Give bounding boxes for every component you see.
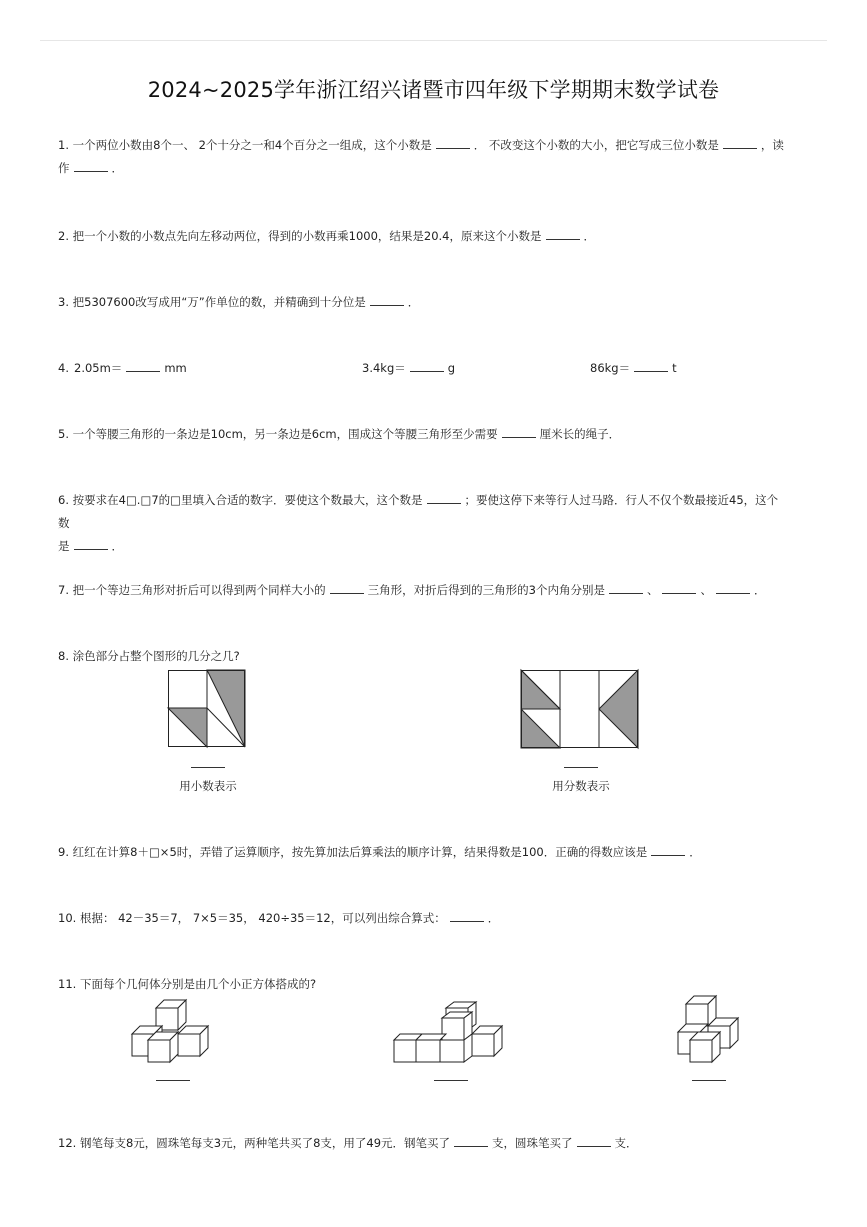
cube-figure-3 (674, 994, 746, 1066)
cube-figure-1 (130, 998, 214, 1066)
answer-blank[interactable] (191, 767, 225, 768)
question-4-number: 4. (58, 361, 69, 375)
question-9: 9. 红红在计算8＋□×5时，弄错了运算顺序，按先算加法后算乘法的顺序计算，结果得数是100．正确的得数应该是 ． (58, 845, 701, 859)
answer-blank[interactable] (502, 425, 536, 438)
header-divider (40, 40, 827, 41)
answer-blank[interactable] (74, 159, 108, 172)
question-1: 1. 一个两位小数由8个一、 2个十分之一和4个百分之一组成，这个小数是 ． 不改变这个小数的大小，把它写成三位小数是 ，读 作 ． (58, 138, 784, 175)
figure-8-left (168, 670, 246, 748)
question-6: 6. 按要求在4□.□7的□里填入合适的数字．要使这个数最大，这个数是 ；要使这停下来等行人过马路．行人不仅个数最接近45，这个数 是 ． (58, 493, 779, 553)
answer-blank[interactable] (577, 1134, 611, 1147)
answer-blank[interactable] (454, 1134, 488, 1147)
question-11: 11. 下面每个几何体分别是由几个小正方体搭成的? (58, 977, 317, 991)
answer-blank[interactable] (74, 537, 108, 550)
answer-blank[interactable] (651, 843, 685, 856)
question-7: 7. 把一个等边三角形对折后可以得到两个同样大小的 三角形，对折后得到的三角形的3个内角分别是 、 、 ． (58, 583, 766, 597)
question-4-part-1: 2.05m＝ mm (74, 361, 187, 375)
answer-blank[interactable] (410, 359, 444, 372)
question-12: 12. 钢笔每支8元，圆珠笔每支3元，两种笔共买了8支，用了49元．钢笔买了 支，圆珠笔买了 支． (58, 1136, 638, 1150)
answer-blank[interactable] (434, 1080, 468, 1081)
question-4-part-2: 3.4kg＝ g (362, 361, 456, 375)
question-3: 3. 把5307600改写成用“万”作单位的数，并精确到十分位是 ． (58, 295, 420, 309)
answer-blank[interactable] (450, 909, 484, 922)
answer-blank[interactable] (330, 581, 364, 594)
answer-blank[interactable] (609, 581, 643, 594)
figure-8-right (521, 670, 639, 750)
question-8: 8. 涂色部分占整个图形的几分之几? (58, 649, 240, 663)
answer-blank[interactable] (546, 227, 580, 240)
answer-blank[interactable] (564, 767, 598, 768)
question-5: 5. 一个等腰三角形的一条边是10cm，另一条边是6cm，围成这个等腰三角形至少需要 厘米长的绳子． (58, 427, 621, 441)
caption-fraction: 用分数表示 (552, 779, 610, 793)
answer-blank[interactable] (716, 581, 750, 594)
answer-blank[interactable] (126, 359, 160, 372)
question-10: 10. 根据： 42－35＝7， 7×5＝35， 420÷35＝12，可以列出综合算式： ． (58, 911, 500, 925)
answer-blank[interactable] (370, 293, 404, 306)
answer-blank[interactable] (723, 136, 757, 149)
answer-blank[interactable] (692, 1080, 726, 1081)
answer-blank[interactable] (156, 1080, 190, 1081)
question-2: 2. 把一个小数的小数点先向左移动两位，得到的小数再乘1000，结果是20.4，原来这个小数是 ． (58, 229, 595, 243)
answer-blank[interactable] (634, 359, 668, 372)
page-title: 2024~2025学年浙江绍兴诸暨市四年级下学期期末数学试卷 (147, 78, 720, 102)
answer-blank[interactable] (436, 136, 470, 149)
caption-decimal: 用小数表示 (179, 779, 237, 793)
answer-blank[interactable] (427, 491, 461, 504)
cube-figure-2 (392, 1000, 510, 1066)
question-4-part-3: 86kg＝ t (590, 361, 677, 375)
answer-blank[interactable] (662, 581, 696, 594)
